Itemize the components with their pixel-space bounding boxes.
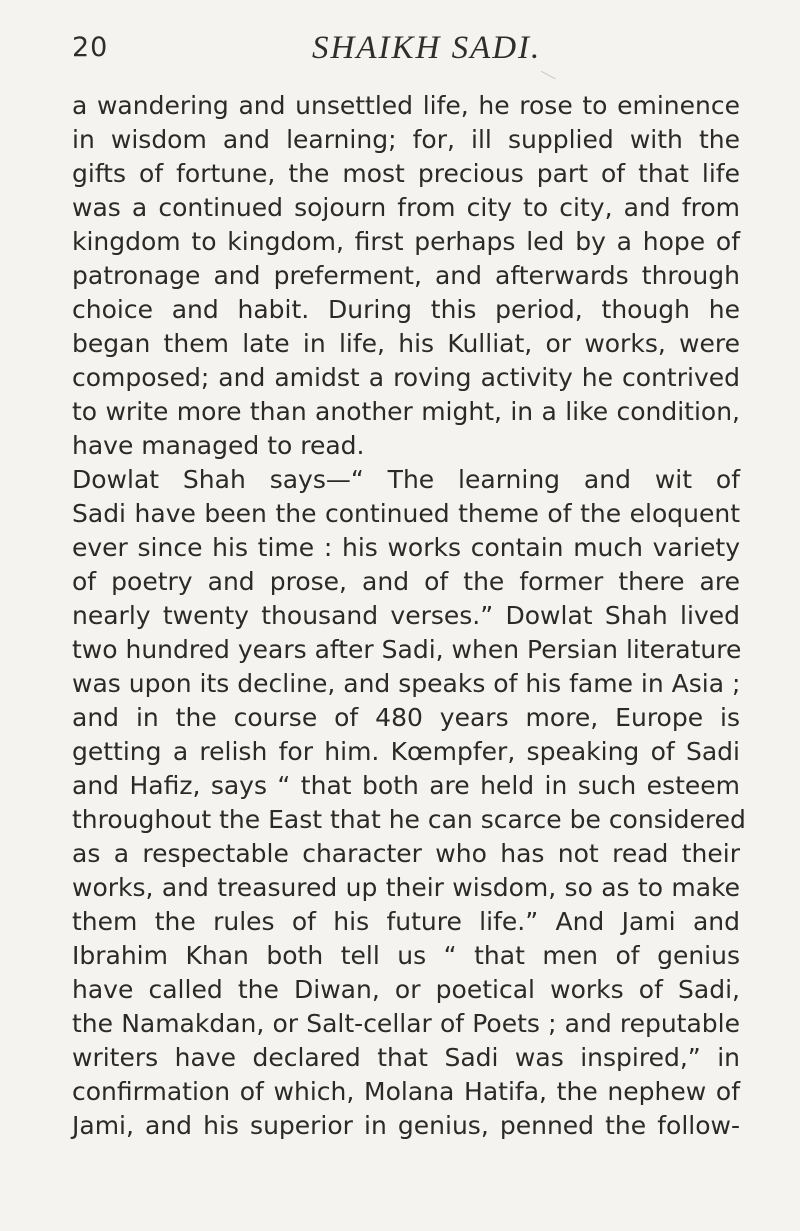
text-line: gifts of fortune, the most precious part of that life <box>72 159 740 188</box>
text-line: have called the Diwan, or poetical works of Sadi, <box>72 975 740 1004</box>
text-line: getting a relish for him. Kœmpfer, speaking of Sadi <box>72 737 740 766</box>
paragraph-start-line: Dowlat Shah says—“ The learning and wit of <box>72 465 740 494</box>
text-line: works, and treasured up their wisdom, so as to make <box>72 873 740 902</box>
text-line: began them late in life, his Kulliat, or works, were <box>72 329 740 358</box>
text-line: kingdom to kingdom, first perhaps led by a hope of <box>72 227 740 256</box>
text-line: Ibrahim Khan both tell us “ that men of genius <box>72 941 740 970</box>
paragraph-end-line: have managed to read. <box>72 431 365 460</box>
text-line: confirmation of which, Molana Hatifa, the nephew of <box>72 1077 740 1106</box>
text-line: two hundred years after Sadi, when Persian literature <box>72 635 742 664</box>
running-title: SHAIKH SADI. <box>312 30 542 66</box>
text-line: in wisdom and learning; for, ill supplied with the <box>72 125 740 154</box>
text-line: writers have declared that Sadi was inspired,” in <box>72 1043 740 1072</box>
text-line: and Hafiz, says “ that both are held in such esteem <box>72 771 740 800</box>
text-line: the Namakdan, or Salt-cellar of Poets ; and reputable <box>72 1009 740 1038</box>
text-line: to write more than another might, in a like condition, <box>72 397 740 426</box>
text-line: throughout the East that he can scarce be considered <box>72 805 746 834</box>
text-line: Sadi have been the continued theme of the eloquent <box>72 499 740 528</box>
text-line: Jami, and his superior in genius, penned the follow- <box>72 1111 740 1140</box>
text-line: of poetry and prose, and of the former there are <box>72 567 740 596</box>
page-number: 20 <box>72 32 109 63</box>
text-line: as a respectable character who has not read their <box>72 839 740 868</box>
text-line: composed; and amidst a roving activity he contrived <box>72 363 740 392</box>
text-line: nearly twenty thousand verses.” Dowlat Shah lived <box>72 601 740 630</box>
text-line: a wandering and unsettled life, he rose to eminence <box>72 91 740 120</box>
running-head <box>0 30 800 70</box>
text-line: choice and habit. During this period, though he <box>72 295 740 324</box>
text-line: was upon its decline, and speaks of his fame in Asia ; <box>72 669 741 698</box>
text-line: them the rules of his future life.” And Jami and <box>72 907 740 936</box>
text-line: was a continued sojourn from city to city, and from <box>72 193 740 222</box>
text-line: ever since his time : his works contain much variety <box>72 533 740 562</box>
paper-mark <box>536 71 555 88</box>
body-text <box>72 89 746 1143</box>
text-line: patronage and preferment, and afterwards through <box>72 261 740 290</box>
text-line: and in the course of 480 years more, Europe is <box>72 703 740 732</box>
